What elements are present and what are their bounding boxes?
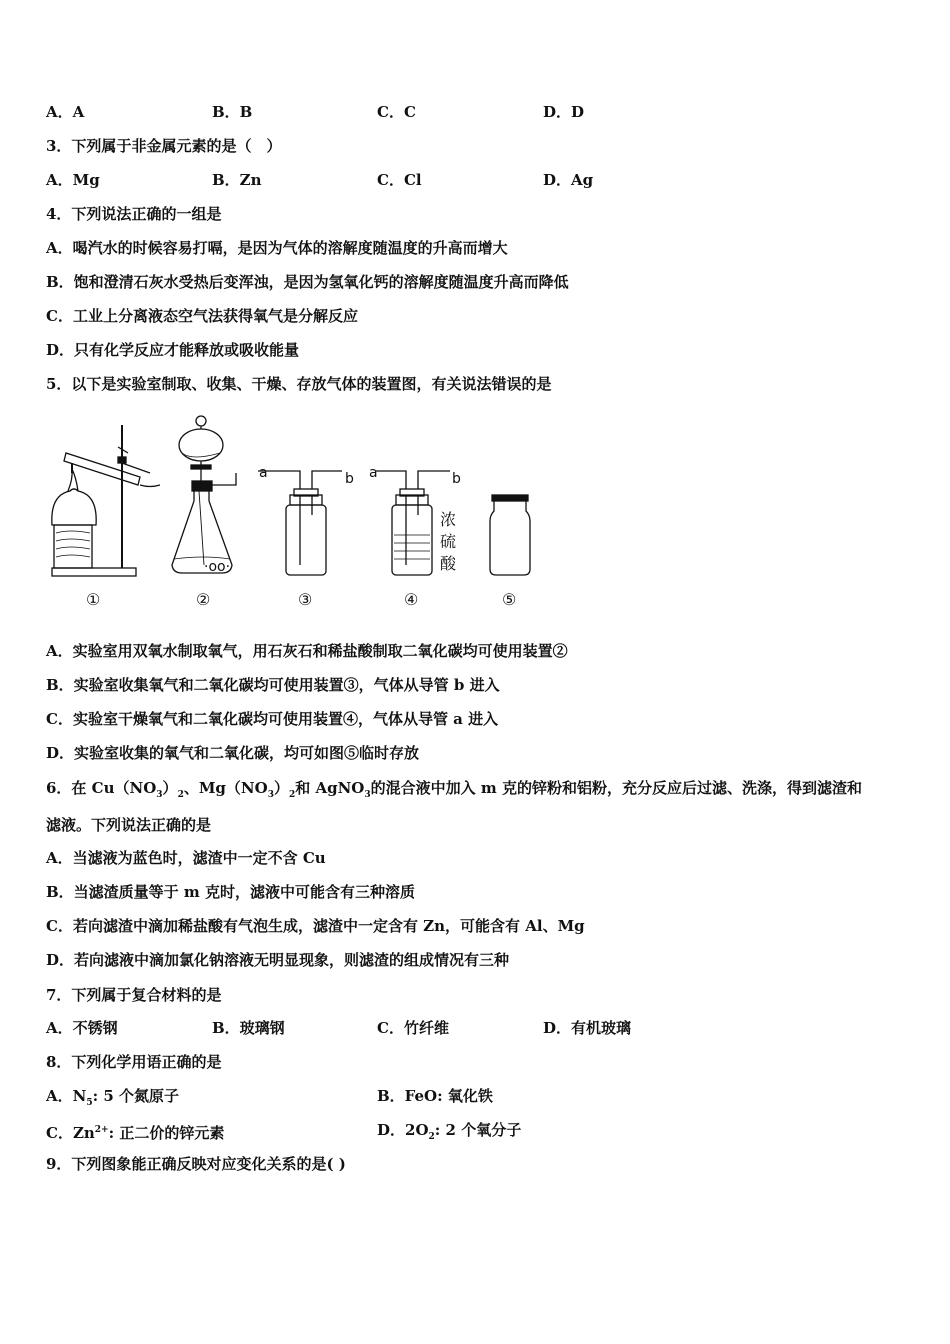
q7-option-b: B．玻璃钢 <box>212 1019 285 1037</box>
port-b-label-4: b <box>452 471 461 487</box>
q5-option-c: C．实验室干燥氧气和二氧化碳均可使用装置④，气体从导管 a 进入 <box>46 710 499 728</box>
q3-option-a: A．Mg <box>46 171 100 189</box>
q8-option-d: D．$2O_2$: 2 个氧分子 <box>377 1121 522 1142</box>
q3-option-b: B．Zn <box>212 171 262 189</box>
q8-option-b: B．FeO: 氧化铁 <box>377 1087 493 1105</box>
q6-option-a: A．当滤液为蓝色时，滤渣中一定不含 Cu <box>46 849 326 867</box>
q3-stem: 3．下列属于非金属元素的是（ ） <box>46 137 282 155</box>
apparatus-2-flask <box>172 416 236 575</box>
q2-option-c: C．C <box>377 103 416 121</box>
q2-option-d: D．D <box>543 103 585 121</box>
apparatus-4-drying-bottle <box>369 465 461 575</box>
apparatus-figure <box>46 405 566 620</box>
q6-option-d: D．若向滤液中滴加氯化钠溶液无明显现象，则滤渣的组成情况有三种 <box>46 951 510 969</box>
reagent-char-2: 硫 <box>440 532 457 551</box>
port-a-label-4: a <box>369 465 378 481</box>
q4-option-d: D．只有化学反应才能释放或吸收能量 <box>46 341 300 359</box>
q2-option-b: B．B <box>212 103 253 121</box>
port-b-label: b <box>345 471 354 487</box>
q3-option-c: C．Cl <box>377 171 422 189</box>
q2-option-a: A．A <box>46 103 85 121</box>
q6-stem-line2: 滤液。下列说法正确的是 <box>46 816 212 834</box>
port-a-label: a <box>259 465 268 481</box>
q4-option-c: C．工业上分离液态空气法获得氧气是分解反应 <box>46 307 358 325</box>
q8-stem: 8．下列化学用语正确的是 <box>46 1053 222 1071</box>
label-2: ② <box>196 590 211 609</box>
q4-stem: 4．下列说法正确的一组是 <box>46 205 222 223</box>
apparatus-5-jar <box>490 495 530 575</box>
reagent-char-3: 酸 <box>440 554 457 573</box>
q5-stem: 5．以下是实验室制取、收集、干燥、存放气体的装置图，有关说法错误的是 <box>46 375 552 393</box>
q6-option-b: B．当滤渣质量等于 m 克时，滤液中可能含有三种溶质 <box>46 883 415 901</box>
q8-option-c: C．$Zn^{2+}$: 正二价的锌元素 <box>46 1124 225 1142</box>
q5-option-b: B．实验室收集氧气和二氧化碳均可使用装置③，气体从导管 b 进入 <box>46 676 500 694</box>
apparatus-1-heating <box>52 425 160 576</box>
q7-option-d: D．有机玻璃 <box>543 1019 632 1037</box>
q6-option-c: C．若向滤渣中滴加稀盐酸有气泡生成，滤渣中一定含有 Zn，可能含有 Al、Mg <box>46 917 585 935</box>
q5-option-a: A．实验室用双氧水制取氧气，用石灰石和稀盐酸制取二氧化碳均可使用装置② <box>46 642 568 660</box>
q5-option-d: D．实验室收集的氧气和二氧化碳，均可如图⑤临时存放 <box>46 744 420 762</box>
reagent-char-1: 浓 <box>440 510 457 529</box>
label-1: ① <box>86 590 101 609</box>
q4-option-b: B．饱和澄清石灰水受热后变浑浊，是因为氢氧化钙的溶解度随温度升高而降低 <box>46 273 569 291</box>
q6-stem-line1: 6．在 $Cu(NO_3)_2$、$Mg(NO_3)_2$和 AgNO$_3$的混合液中加入 m 克的锌粉和铝粉，充分反应后过滤、洗涤，得到滤渣和 <box>46 779 862 800</box>
label-5: ⑤ <box>502 590 517 609</box>
svg-text:·oo·: ·oo· <box>204 559 231 575</box>
q9-stem: 9．下列图象能正确反映对应变化关系的是( ) <box>46 1155 346 1173</box>
q4-option-a: A．喝汽水的时候容易打嗝，是因为气体的溶解度随温度的升高而增大 <box>46 239 508 257</box>
label-4: ④ <box>404 590 419 609</box>
q7-stem: 7．下列属于复合材料的是 <box>46 986 222 1004</box>
q7-option-c: C．竹纤维 <box>377 1019 449 1037</box>
q3-option-d: D．Ag <box>543 171 594 189</box>
q8-option-a: A．$N_5$: 5 个氮原子 <box>46 1087 180 1108</box>
label-3: ③ <box>298 590 313 609</box>
apparatus-3-bottle <box>258 465 354 575</box>
q7-option-a: A．不锈钢 <box>46 1019 118 1037</box>
